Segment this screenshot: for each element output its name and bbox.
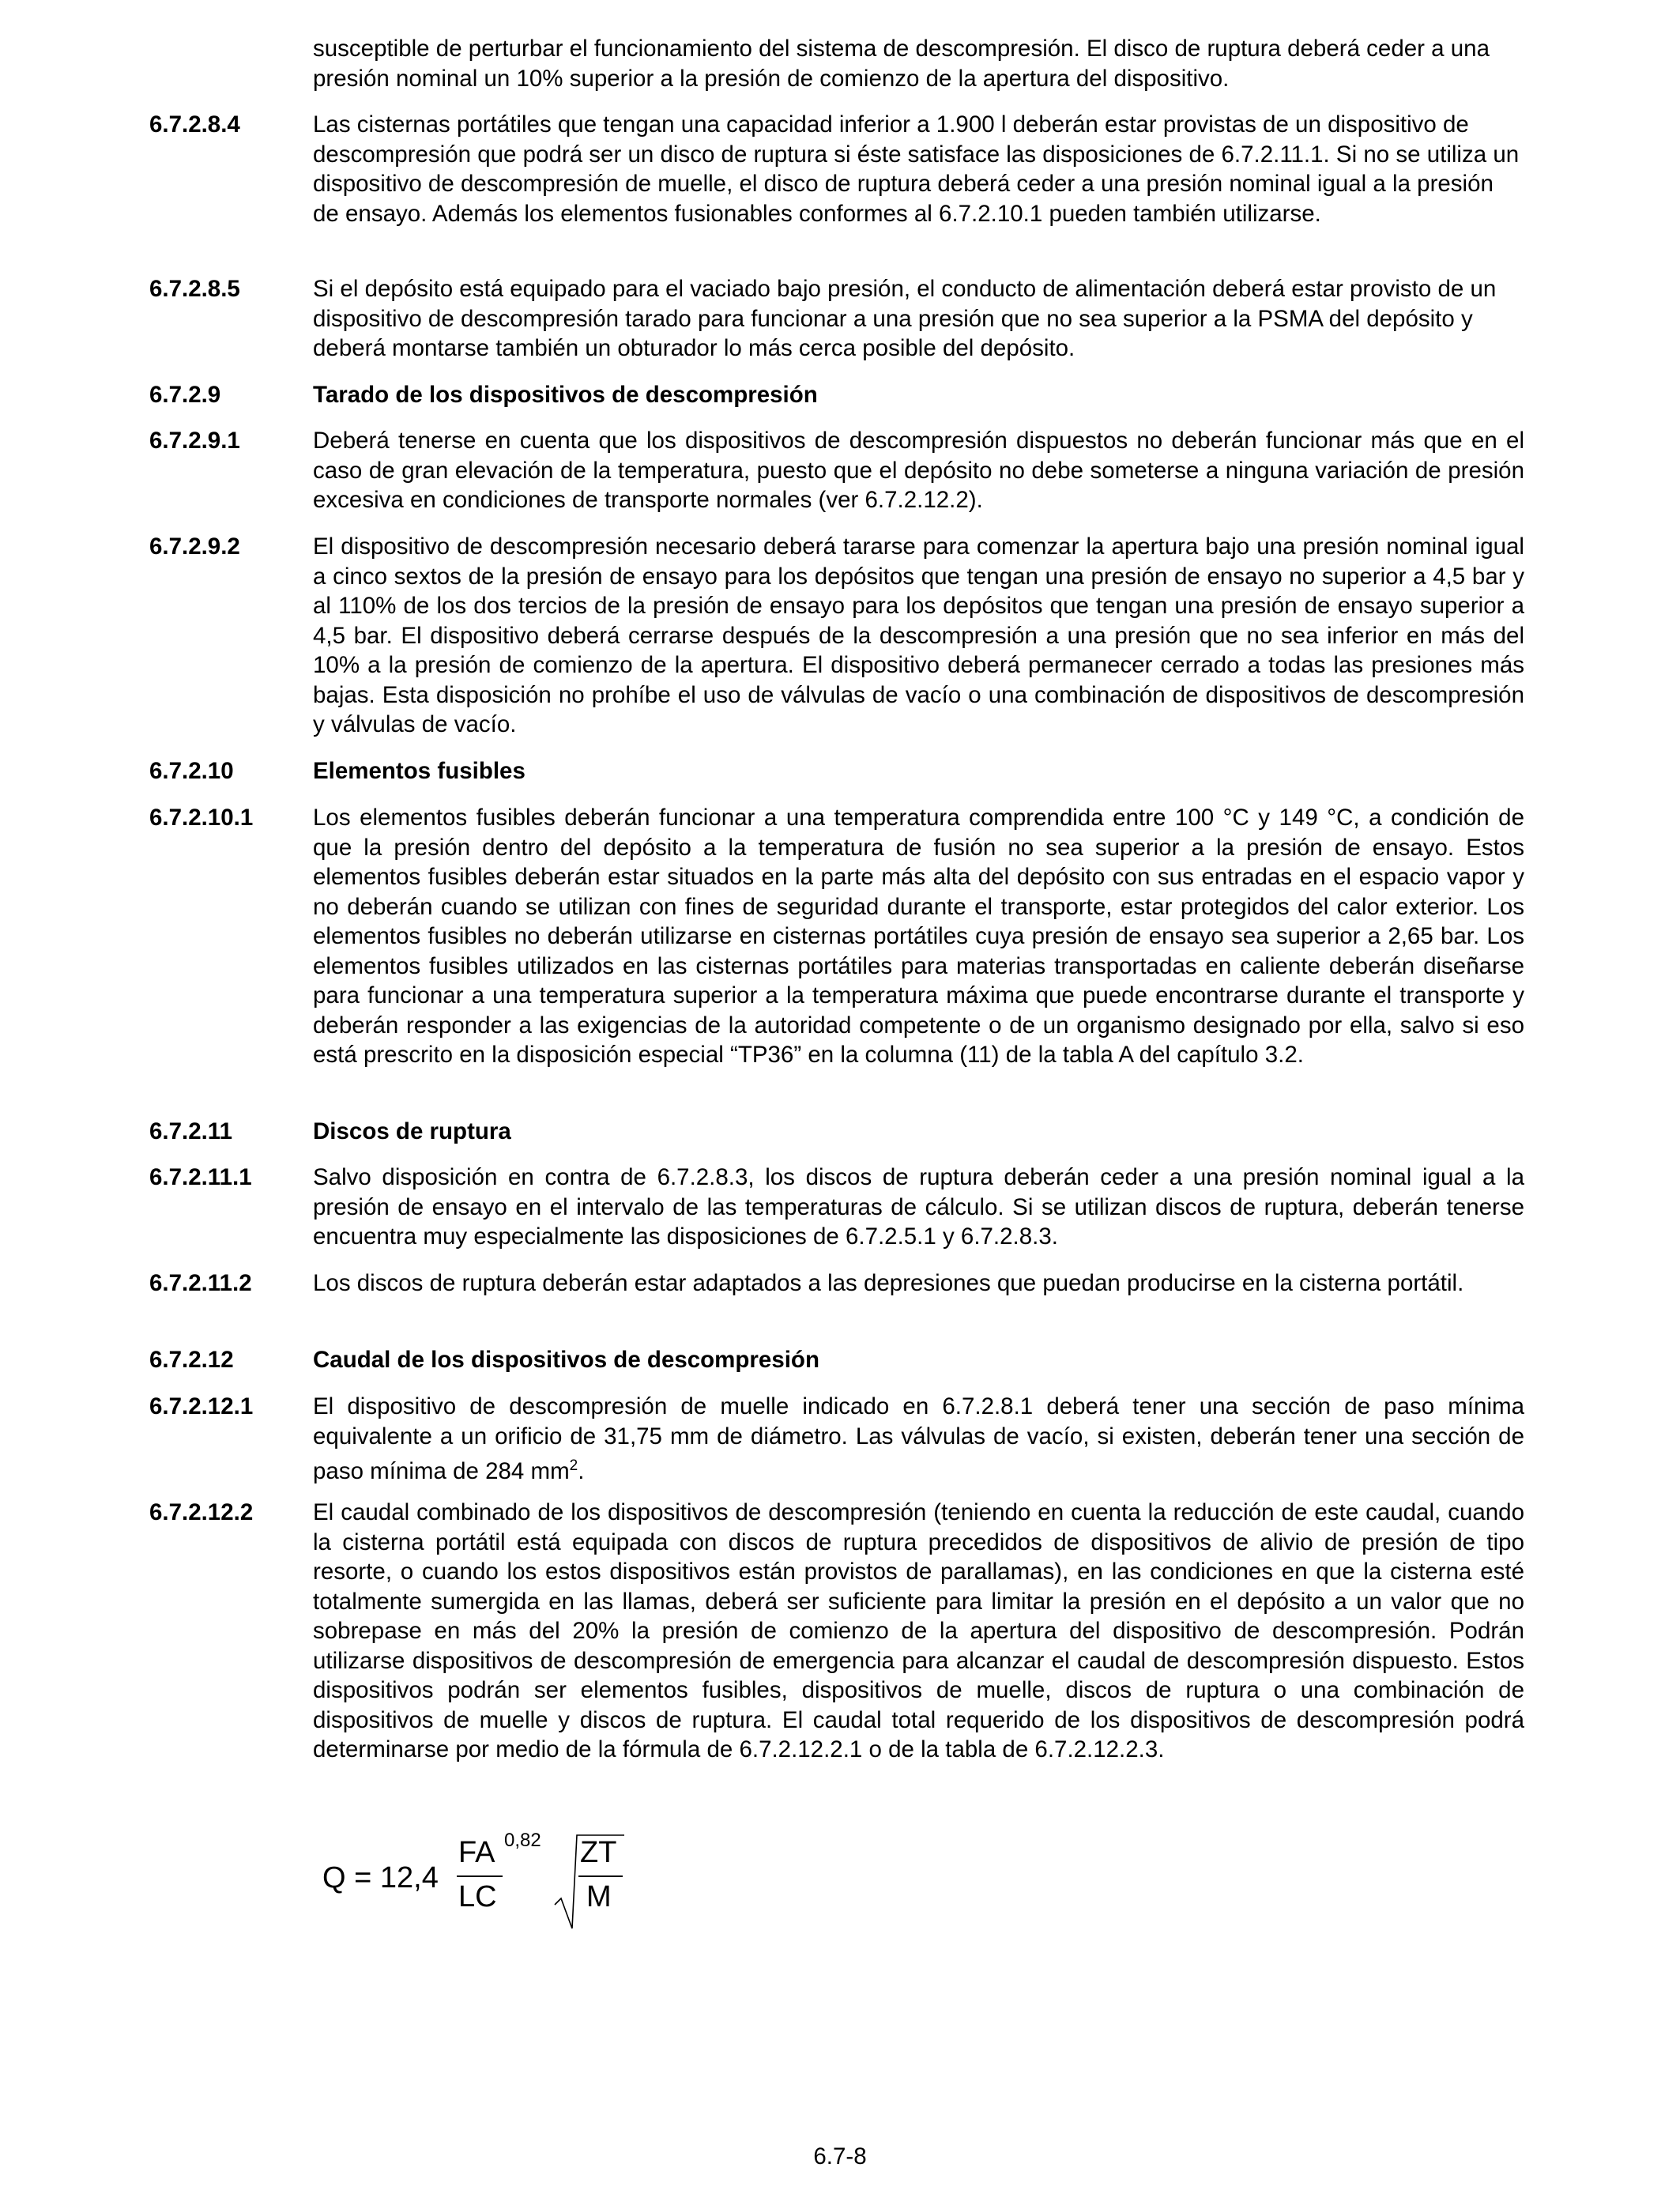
- superscript: 2: [569, 1457, 578, 1474]
- page-number: 6.7-8: [813, 2143, 867, 2169]
- paragraph-number: 6.7.2.9.2: [149, 533, 240, 560]
- section-number: 6.7.2.9: [149, 382, 221, 408]
- paragraph-text: [313, 1392, 1524, 1486]
- paragraph-text: Deberá tenerse en cuenta que los dispositivos de descompresión dispuestos no deberán funcionar más que en el caso de gran elevación de la temperatura, puesto que el depósito no debe someterse a ninguna variación de presión excesiva en condiciones de transporte normales (ver 6.7.2.12.2).: [313, 428, 1524, 513]
- paragraph-number: 6.7.2.8.5: [149, 276, 240, 302]
- paragraph-number: 6.7.2.12.2: [149, 1499, 254, 1525]
- section-number: 6.7.2.11: [149, 1118, 232, 1144]
- root-denominator: M: [586, 1880, 612, 1913]
- paragraph-text: Salvo disposición en contra de 6.7.2.8.3, los discos de ruptura deberán ceder a una presión nominal igual a la presión de ensayo en el intervalo de las temperaturas de cálculo. Si se utilizan discos de ruptura, deberán tenerse encuentra muy especialmente las disposiciones de 6.7.2.5.1 y 6.7.2.8.3.: [313, 1164, 1524, 1250]
- formula-denominator: LC: [458, 1880, 497, 1913]
- paragraph-text: susceptible de perturbar el funcionamiento del sistema de descompresión. El disco de ruptura deberá ceder a una presión nominal un 10% superior a la presión de comienzo de la apertura del dispositivo.: [313, 36, 1490, 92]
- formula-lhs: Q = 12,4: [322, 1861, 439, 1894]
- paragraph-number: 6.7.2.12.1: [149, 1393, 254, 1419]
- section-title: Tarado de los dispositivos de descompresión: [313, 382, 818, 408]
- formula-exponent: 0,82: [504, 1830, 541, 1851]
- paragraph-number: 6.7.2.8.4: [149, 111, 240, 138]
- paragraph-text-main: El dispositivo de descompresión de muelle indicado en 6.7.2.8.1 deberá tener una sección de paso mínima equivalente a un orificio de 31,75 mm de diámetro. Las válvulas de vacío, si existen, deberán tener una sección de paso mínima de 284 mm: [313, 1393, 1524, 1484]
- paragraph-number: 6.7.2.11.1: [149, 1164, 252, 1190]
- section-title: Discos de ruptura: [313, 1118, 511, 1144]
- section-title: Elementos fusibles: [313, 758, 525, 784]
- paragraph-text: Los discos de ruptura deberán estar adaptados a las depresiones que puedan producirse en la cisterna portátil.: [313, 1270, 1464, 1296]
- section-number: 6.7.2.10: [149, 758, 234, 784]
- paragraph-number: 6.7.2.11.2: [149, 1270, 252, 1296]
- paragraph-text-tail: .: [578, 1457, 585, 1484]
- fraction-bar: [457, 1875, 503, 1877]
- section-title: Caudal de los dispositivos de descompresión: [313, 1347, 819, 1373]
- paragraph-text: Si el depósito está equipado para el vaciado bajo presión, el conducto de alimentación deberá estar provisto de un dispositivo de descompresión tarado para funcionar a una presión que no sea superior a la PSMA del depósito y deberá montarse también un obturador lo más cerca posible del depósito.: [313, 276, 1497, 361]
- paragraph-text: El caudal combinado de los dispositivos de descompresión (teniendo en cuenta la reducción de este caudal, cuando la cisterna portátil está equipada con discos de ruptura precedidos de dispositivos de alivio de presión de tipo resorte, o cuando los estos dispositivos están provistos de parallamas), en las condiciones en que la cisterna esté totalmente sumergida en las llamas, deberá ser suficiente para limitar la presión en el depósito a un valor que no sobrepase en más del 20% la presión de comienzo de la apertura del dispositivo de descompresión. Podrán utilizarse dispositivos de descompresión de emergencia para alcanzar el caudal de descompresión dispuesto. Estos dispositivos podrán ser elementos fusibles, dispositivos de muelle, discos de ruptura o una combinación de dispositivos de muelle y discos de ruptura. El caudal total requerido de los dispositivos de descompresión podrá determinarse por medio de la fórmula de 6.7.2.12.2.1 o de la tabla de 6.7.2.12.2.3.: [313, 1499, 1524, 1762]
- flow-rate-formula: [322, 1832, 654, 1935]
- paragraph-number: 6.7.2.10.1: [149, 805, 254, 831]
- root-numerator: ZT: [580, 1836, 617, 1869]
- section-number: 6.7.2.12: [149, 1347, 234, 1373]
- paragraph-text: El dispositivo de descompresión necesario deberá tararse para comenzar la apertura bajo una presión nominal igual a cinco sextos de la presión de ensayo para los depósitos que tengan una presión de ensayo no superior a 4,5 bar y al 110% de los dos tercios de la presión de ensayo para los depósitos que tengan una presión de ensayo superior a 4,5 bar. El dispositivo deberá cerrarse después de la descompresión a una presión que no sea inferior en más del 10% a la presión de comienzo de la apertura. El dispositivo deberá permanecer cerrado a todas las presiones más bajas. Esta disposición no prohíbe el uso de válvulas de vacío o una combinación de dispositivos de descompresión y válvulas de vacío.: [313, 533, 1524, 737]
- fraction-bar: [578, 1875, 623, 1877]
- paragraph-text: Las cisternas portátiles que tengan una capacidad inferior a 1.900 l deberán estar provistas de un dispositivo de descompresión que podrá ser un disco de ruptura si éste satisface las disposiciones de 6.7.2.11.1. Si no se utiliza un dispositivo de descompresión de muelle, el disco de ruptura deberá ceder a una presión nominal igual a la presión de ensayo. Además los elementos fusionables conformes al 6.7.2.10.1 pueden también utilizarse.: [313, 111, 1520, 227]
- paragraph-text: Los elementos fusibles deberán funcionar a una temperatura comprendida entre 100 °C y 149 °C, a condición de que la presión dentro del depósito a la temperatura de fusión no sea superior a la presión de ensayo. Estos elementos fusibles deberán estar situados en la parte más alta del depósito con sus entradas en el espacio vapor y no deberán cuando se utilizan con fines de seguridad durante el transporte, estar protegidos del calor exterior. Los elementos fusibles no deberán utilizarse en cisternas portátiles cuya presión de ensayo sea superior a 2,65 bar. Los elementos fusibles utilizados en las cisternas portátiles para materias transportadas en caliente deberán diseñarse para funcionar a una temperatura superior a la temperatura máxima que puede encontrarse durante el transporte y deberán responder a las exigencias de la autoridad competente o de un organismo designado por ella, salvo si eso está prescrito en la disposición especial “TP36” en la columna (11) de la tabla A del capítulo 3.2.: [313, 805, 1524, 1068]
- formula-numerator: FA: [458, 1836, 495, 1869]
- paragraph-number: 6.7.2.9.1: [149, 428, 240, 454]
